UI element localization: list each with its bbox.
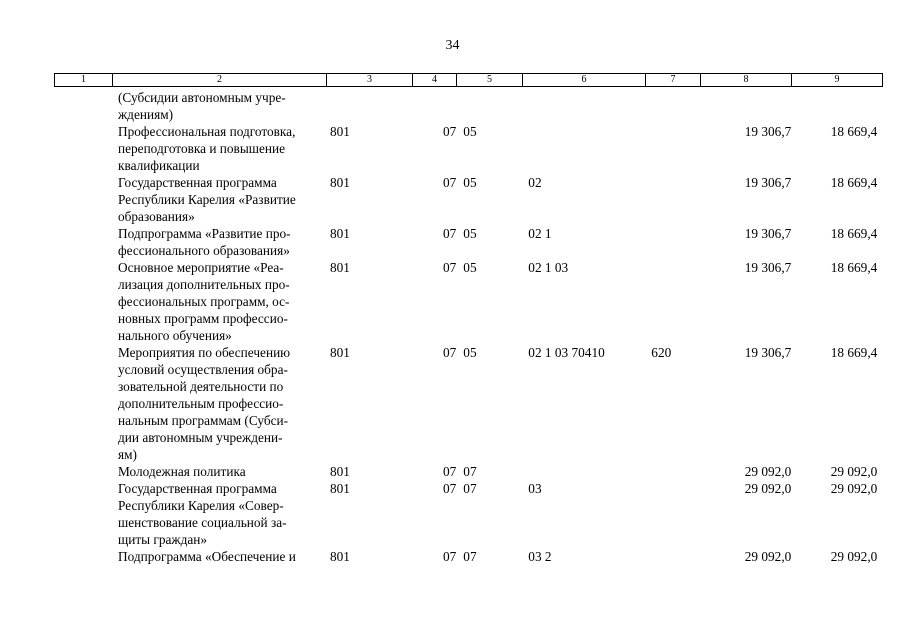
target-article-cell: 02 1: [528, 226, 552, 241]
row-name-line: ям): [118, 447, 137, 462]
section-cell: [410, 89, 456, 123]
section-cell: 07: [443, 226, 457, 241]
row-name-line: Государственная программа: [118, 481, 277, 496]
section-cell: 07: [443, 481, 457, 496]
target-article-cell: 03: [528, 481, 542, 496]
row-name-cell: [54, 259, 324, 344]
subsection-cell: 05: [463, 226, 477, 241]
row-name-line: условий осуществления обра-: [118, 362, 288, 377]
amount-year2-cell: 29 092,0: [830, 464, 878, 479]
column-number-4: 4: [413, 74, 457, 87]
row-name-line: Республики Карелия «Развитие: [118, 192, 296, 207]
row-name-line: новных программ профессио-: [118, 311, 288, 326]
subsection-cell: 07: [463, 464, 477, 479]
amount-year1-cell: [700, 89, 791, 123]
amount-year2-cell: 18 669,4: [830, 345, 878, 360]
subsection-cell: 05: [463, 345, 477, 360]
code-admin-cell: 801: [330, 345, 350, 360]
row-name-cell: [54, 123, 324, 174]
code-admin-cell: 801: [330, 481, 350, 496]
column-number-5: 5: [457, 74, 523, 87]
amount-year2-cell: [791, 89, 882, 123]
row-name-line: (Субсидии автономным учре-: [118, 90, 286, 105]
code-admin-cell: 801: [330, 464, 350, 479]
subsection-cell: 05: [463, 124, 477, 139]
row-name-line: нальным программам (Субси-: [118, 413, 289, 428]
amount-year1-cell: 19 306,7: [744, 226, 792, 241]
row-name-line: Подпрограмма «Обеспечение и: [118, 549, 296, 564]
row-name-line: Государственная программа: [118, 175, 277, 190]
subsection-cell: 05: [463, 260, 477, 275]
expense-type-cell: [645, 174, 700, 225]
amount-year2-cell: 29 092,0: [830, 481, 878, 496]
table-row: [54, 480, 882, 548]
column-number-3: 3: [327, 74, 413, 87]
row-name-line: нального обучения»: [118, 328, 232, 343]
row-name-line: Профессиональная подготовка,: [118, 124, 296, 139]
table-row: [54, 89, 882, 123]
target-article-cell: [522, 89, 645, 123]
code-admin-cell: 801: [330, 175, 350, 190]
table-row: [54, 259, 882, 344]
row-name-cell: [54, 89, 324, 123]
section-cell: 07: [443, 175, 457, 190]
code-admin-cell: [324, 89, 410, 123]
expense-type-cell: [645, 548, 700, 565]
section-cell: 07: [443, 549, 457, 564]
amount-year1-cell: 19 306,7: [744, 345, 792, 360]
table-row: [54, 344, 882, 463]
target-article-cell: [522, 463, 645, 480]
section-cell: 07: [443, 124, 457, 139]
amount-year1-cell: 19 306,7: [744, 260, 792, 275]
row-name-line: фессиональных программ, ос-: [118, 294, 290, 309]
row-name-cell: [54, 463, 324, 480]
subsection-cell: 07: [463, 549, 477, 564]
amount-year1-cell: 29 092,0: [744, 464, 792, 479]
section-cell: 07: [443, 345, 457, 360]
expense-type-cell: [645, 259, 700, 344]
expense-type-cell: [645, 463, 700, 480]
row-name-line: Молодежная политика: [118, 464, 246, 479]
target-article-cell: 02 1 03: [528, 260, 569, 275]
row-name-line: переподготовка и повышение: [118, 141, 286, 156]
amount-year1-cell: 29 092,0: [744, 549, 792, 564]
target-article-cell: 02 1 03 70410: [528, 345, 605, 360]
code-admin-cell: 801: [330, 260, 350, 275]
expense-type-cell: [645, 89, 700, 123]
row-name-line: зовательной деятельности по: [118, 379, 284, 394]
row-name-line: фессионального образования»: [118, 243, 290, 258]
amount-year1-cell: 29 092,0: [744, 481, 792, 496]
page-number: 34: [445, 38, 460, 53]
code-admin-cell: 801: [330, 549, 350, 564]
amount-year2-cell: 18 669,4: [830, 260, 878, 275]
table-row: [54, 123, 882, 174]
amount-year1-cell: 19 306,7: [744, 124, 792, 139]
amount-year2-cell: 18 669,4: [830, 124, 878, 139]
amount-year2-cell: 18 669,4: [830, 226, 878, 241]
row-name-cell: [54, 548, 324, 565]
amount-year2-cell: 29 092,0: [830, 549, 878, 564]
expense-type-cell: [645, 480, 700, 548]
subsection-cell: 07: [463, 481, 477, 496]
row-name-line: ждениям): [118, 107, 174, 122]
target-article-cell: [522, 123, 645, 174]
code-admin-cell: 801: [330, 226, 350, 241]
row-name-line: образования»: [118, 209, 195, 224]
row-name-line: Основное мероприятие «Реа-: [118, 260, 284, 275]
column-number-6: 6: [523, 74, 646, 87]
row-name-cell: [54, 174, 324, 225]
column-number-8: 8: [701, 74, 792, 87]
row-name-cell: [54, 225, 324, 259]
row-name-line: шенствование социальной за-: [118, 515, 287, 530]
table-row: [54, 463, 882, 480]
column-number-1: 1: [55, 74, 113, 87]
row-name-line: дии автономным учреждени-: [118, 430, 283, 445]
expense-type-cell: 620: [651, 345, 672, 360]
expense-type-cell: [645, 123, 700, 174]
expense-type-cell: [645, 225, 700, 259]
row-name-cell: [54, 480, 324, 548]
row-name-line: дополнительным профессио-: [118, 396, 284, 411]
target-article-cell: 03 2: [528, 549, 552, 564]
code-admin-cell: 801: [330, 124, 350, 139]
section-cell: 07: [443, 260, 457, 275]
section-cell: 07: [443, 464, 457, 479]
column-number-9: 9: [792, 74, 883, 87]
target-article-cell: 02: [528, 175, 542, 190]
row-name-cell: [54, 344, 324, 463]
row-name-line: Мероприятия по обеспечению: [118, 345, 291, 360]
row-name-line: квалификации: [118, 158, 200, 173]
column-header-table: [54, 73, 883, 87]
subsection-cell: 05: [463, 175, 477, 190]
column-number-7: 7: [646, 74, 701, 87]
table-row: [54, 548, 882, 565]
row-name-line: лизация дополнительных про-: [118, 277, 290, 292]
table-row: [54, 174, 882, 225]
row-name-line: Республики Карелия «Совер-: [118, 498, 284, 513]
column-number-2: 2: [113, 74, 327, 87]
subsection-cell: [456, 89, 522, 123]
amount-year1-cell: 19 306,7: [744, 175, 792, 190]
row-name-line: щиты граждан»: [118, 532, 208, 547]
budget-table-body: [54, 89, 882, 565]
table-row: [54, 225, 882, 259]
row-name-line: Подпрограмма «Развитие про-: [118, 226, 291, 241]
amount-year2-cell: 18 669,4: [830, 175, 878, 190]
